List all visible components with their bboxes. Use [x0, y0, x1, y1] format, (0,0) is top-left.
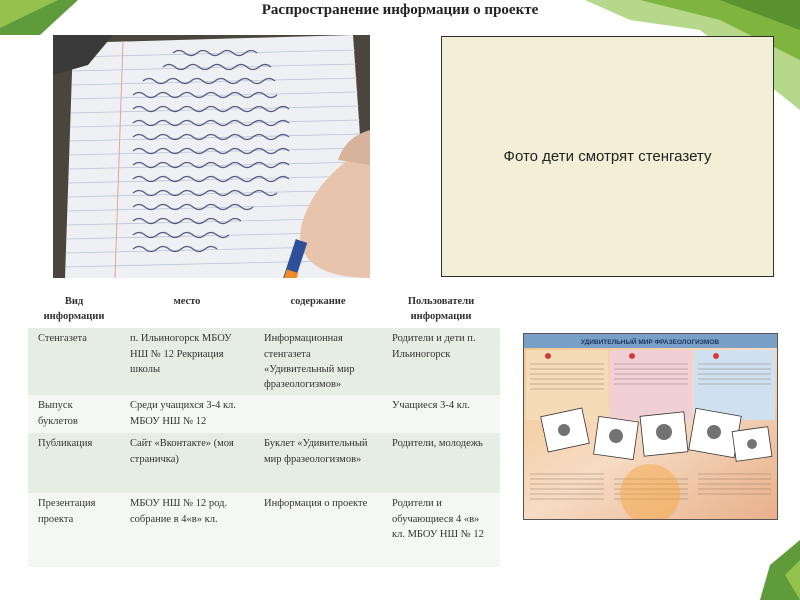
- table-cell: Публикация: [38, 438, 93, 450]
- wall-newspaper-poster: [523, 333, 778, 520]
- slide-title: Распространение информации о проекте: [261, 2, 539, 18]
- table-row: [28, 328, 500, 395]
- table-cell: Буклет «Удивительный мир фразеологизмов»: [264, 438, 368, 465]
- table-cell: п. Ильиногорск МБОУ НШ № 12 Рекриация школы: [130, 333, 232, 375]
- table-cell: Сайт «Вконтакте» (моя страничка): [130, 438, 234, 465]
- table-row: [28, 433, 500, 493]
- table-cell: Среди учащихся 3-4 кл. МБОУ НШ № 12: [130, 400, 236, 427]
- table-cell: Информация о проекте: [264, 498, 368, 510]
- table-cell: Презентация проекта: [38, 498, 96, 525]
- table-cell: Учащиеся 3-4 кл.: [392, 400, 470, 412]
- table-row: [28, 493, 500, 567]
- header-place: место: [173, 296, 201, 307]
- photo-placeholder: [441, 36, 774, 277]
- info-table: [28, 290, 500, 567]
- header-content: содержание: [290, 296, 346, 307]
- header-users: Пользователи информации: [407, 296, 475, 323]
- table-cell: Родители и обучающиеся 4 «в» кл. МБОУ НШ № 12: [392, 498, 484, 540]
- table-cell: Стенгазета: [38, 333, 87, 345]
- header-type: Вид информации: [43, 296, 105, 323]
- table-cell: Информационная стенгазета «Удивительный мир фразеологизмов»: [264, 333, 355, 391]
- table-cell: Выпуск буклетов: [38, 400, 78, 427]
- table-cell: МБОУ НШ № 12 род. собрание в 4«в» кл.: [130, 498, 228, 525]
- table-header-row: [28, 290, 500, 328]
- table-cell: [254, 395, 382, 433]
- poster-heading: УДИВИТЕЛЬНЫЙ МИР ФРАЗЕОЛОГИЗМОВ: [580, 339, 720, 346]
- table-cell: Родители и дети п. Ильиногорск: [392, 333, 476, 360]
- photo-placeholder-text: Фото дети смотрят стенгазету: [503, 148, 712, 165]
- table-cell: Родители, молодежь: [392, 438, 483, 450]
- handwriting-photo: [53, 35, 370, 278]
- table-row: [28, 395, 500, 433]
